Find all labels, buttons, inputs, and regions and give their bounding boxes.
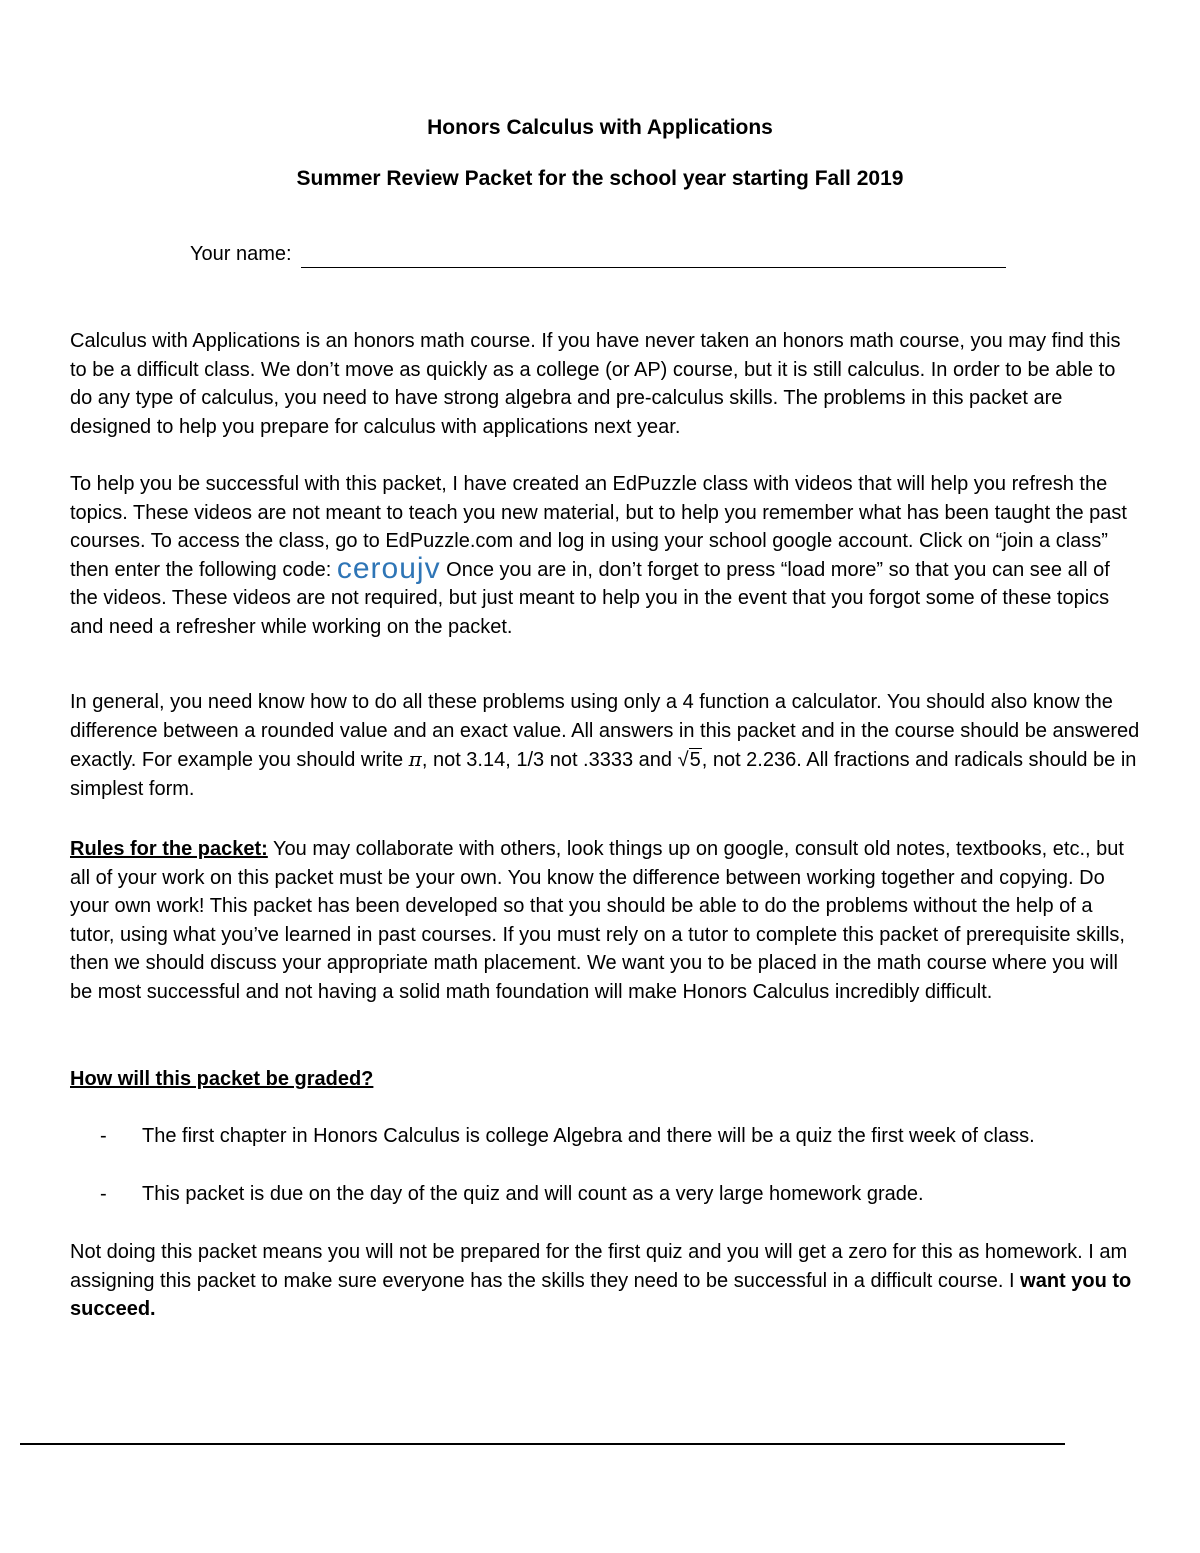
class-code: ceroujv <box>336 551 441 585</box>
general-text-part1: In general, you need know how to do all these problems using only a 4 function a calculator. You should also know the difference between a rounded value and an exact value. All answers in this packet and in the course should be answered exactly. For example you should write <box>70 691 1140 772</box>
grading-bullet-item <box>100 1122 1035 1150</box>
grading-heading: How will this packet be graded? <box>70 1068 374 1090</box>
edpuzzle-paragraph <box>70 470 1140 642</box>
grading-bullet-item <box>100 1180 924 1208</box>
name-field-row <box>190 240 1006 268</box>
intro-paragraph: Calculus with Applications is an honors math course. If you have never taken an honors math course, you may find this to be a difficult class. We don’t move as quickly as a college (or AP) course, but it is still calculus. In order to be able to do any type of calculus, you need to have strong algebra and pre-calculus skills. The problems in this packet are designed to help you prepare for calculus with applications next year. <box>70 330 1121 438</box>
pi-symbol: π <box>408 747 422 772</box>
rules-text: You may collaborate with others, look things up on google, consult old notes, textbooks, etc., but all of your work on this packet must be your own. You know the difference between working together and copying. Do your own work! This packet has been developed so that you should be able to do the problems without the help of a tutor, using what you’ve learned in past courses. If you must rely on a tutor to complete this packet of prerequisite skills, then we should discuss your appropriate math placement. We want you to be placed in the math course where you will be most successful and not having a solid math foundation will make Honors Calculus incredibly difficult. <box>70 838 1125 1003</box>
sqrt-expression <box>678 748 702 771</box>
sqrt-radicand: 5 <box>689 749 701 772</box>
closing-text: Not doing this packet means you will not be prepared for the first quiz and you will get a zero for this as homework. I am assigning this packet to make sure everyone has the skills they need to be successful in a difficult course. I <box>70 1241 1128 1292</box>
bullet-text: This packet is due on the day of the quiz and will count as a very large homework grade. <box>142 1183 924 1205</box>
edpuzzle-text-after-code: Once you are in, don’t forget to press “load more” so that you can see all of the videos. These videos are not required, but just meant to help you in the event that you forgot some of these topics and need a refresher while working on the packet. <box>70 558 1110 638</box>
document-subtitle: Summer Review Packet for the school year starting Fall 2019 <box>296 167 904 190</box>
bullet-dash: - <box>100 1183 107 1205</box>
general-text-part2: , not 3.14, 1/3 not .3333 and <box>421 749 678 772</box>
name-label: Your name: <box>190 243 298 265</box>
bullet-dash: - <box>100 1125 107 1147</box>
general-text-part3: , not 2.236. All fractions and radicals should be in simplest form. <box>70 749 1137 800</box>
document-title: Honors Calculus with Applications <box>427 116 773 139</box>
rules-label: Rules for the packet: <box>70 838 268 860</box>
closing-emphasis: want you to succeed. <box>70 1269 1132 1321</box>
rules-paragraph <box>70 835 1140 1007</box>
general-paragraph <box>70 688 1140 803</box>
bullet-text: The first chapter in Honors Calculus is college Algebra and there will be a quiz the first week of class. <box>142 1125 1035 1147</box>
edpuzzle-text-before-code: To help you be successful with this packet, I have created an EdPuzzle class with videos that will help you refresh the topics. These videos are not meant to teach you new material, but to help you remember what has been taught the past courses. To access the class, go to EdPuzzle.com and log in using your school google account. Click on “join a class” then enter the following code: <box>70 473 1127 581</box>
closing-paragraph <box>70 1238 1140 1324</box>
name-blank-line <box>301 245 1006 268</box>
sqrt-symbol: √ <box>677 749 689 772</box>
footer-divider <box>20 1443 1065 1445</box>
